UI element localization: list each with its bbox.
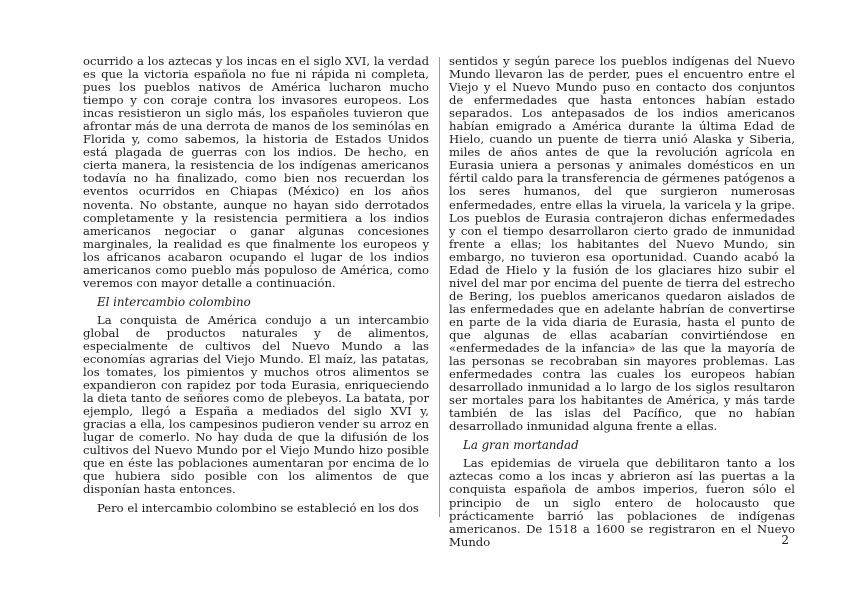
left-column xyxy=(83,55,429,515)
left-paragraph-3: Pero el intercambio colombino se estableció en los dos xyxy=(97,500,419,515)
right-paragraph-1: sentidos y según parece los pueblos indígenas del Nuevo Mundo llevaron las de perder, pues el encuentro entre el Viejo y el Nuevo Mundo puso en contacto dos conjuntos de enfermedades que hasta entonces habían estado separados. Los antepasados de los indios americanos habían emigrado a América durante la última Edad de Hielo, cuando un puente de tierra unió Alaska y Siberia, miles de años antes de que la revolución agrícola en Eurasia uniera a personas y animales domésticos en un fértil caldo para la transferencia de gérmenes patógenos a los seres humanos, del que surgieron numerosas enfermedades, entre ellas la viruela, la varicela y la gripe. Los pueblos de Eurasia contrajeron dichas enfermedades y con el tiempo desarrollaron cierto grado de inmunidad frente a ellas; los habitantes del Nuevo Mundo, sin embargo, no tuvieron esa oportunidad. Cuando acabó la Edad de Hielo y la fusión de los glaciares hizo subir el nivel del mar por encima del puente de tierra del estrecho de Bering, los pueblos americanos quedaron aislados de las enfermedades que en adelante habrían de convertirse en parte de la vida diaria de Eurasia, hasta el punto de que algunas de ellas acabarían convirtiéndose en «enfermedades de la infancia» de las que la mayoría de las personas se recobraban sin mayores problemas. Las enfermedades contra las cuales los europeos habían desarrollado inmunidad a lo largo de los siglos resultaron ser mortales para los habitantes de América, y más tarde también de las islas del Pacífico, que no habían desarrollado inmunidad alguna frente a ellas. xyxy=(449,54,795,434)
section-heading-intercambio: El intercambio colombino xyxy=(97,294,251,309)
column-divider xyxy=(439,57,440,517)
section-heading-mortandad: La gran mortandad xyxy=(463,438,579,453)
left-paragraph-2: La conquista de América condujo a un intercambio global de productos naturales y de alimentos, especialmente de cultivos del Nuevo Mundo a las economías agrarias del Viejo Mundo. El maíz, las patatas, los tomates, los pimientos y muchos otros alimentos se expandieron con rapidez por toda Eurasia, enriqueciendo la dieta tanto de señores como de plebeyos. La batata, por ejemplo, llegó a España a mediados del siglo XVI y, gracias a ella, los campesinos pudieron vender su arroz en lugar de comerlo. No hay duda de que la difusión de los cultivos del Nuevo Mundo por el Viejo Mundo hizo posible que en éste las poblaciones aumentaran por encima de lo que hubiera sido posible con los alimentos de que disponían hasta entonces. xyxy=(83,312,429,497)
page-number: 2 xyxy=(781,533,789,547)
right-column xyxy=(449,55,795,549)
left-paragraph-1: ocurrido a los aztecas y los incas en el siglo XVI, la verdad es que la victoria española no fue ni rápida ni completa, pues los pueblos nativos de América lucharon mucho tiempo y con coraje contra los invasores europeos. Los incas resistieron un siglo más, los españoles tuvieron que afrontar más de una derrota de manos de los seminólas en Florida y, como sabemos, la historia de Estados Unidos está plagada de guerras con los indios. De hecho, en cierta manera, la resistencia de los indígenas americanos todavía no ha finalizado, como bien nos recuerdan los eventos ocurridos en Chiapas (México) en los años noventa. No obstante, aunque no hayan sido derrotados completamente y la resistencia permitiera a los indios americanos negociar o ganar algunas concesiones marginales, la realidad es que finalmente los europeos y los africanos acabaron ocupando el lugar de los indios americanos como pueblo más populoso de América, como veremos con mayor detalle a continuación. xyxy=(83,54,429,290)
right-paragraph-2: Las epidemias de viruela que debilitaron tanto a los aztecas como a los incas y abrieron así las puertas a la conquista española de ambos imperios, fueron sólo el principio de un siglo entero de holocausto que prácticamente barrió las poblaciones de indígenas americanos. De 1518 a 1600 se registraron en el Nuevo Mundo xyxy=(449,456,795,549)
